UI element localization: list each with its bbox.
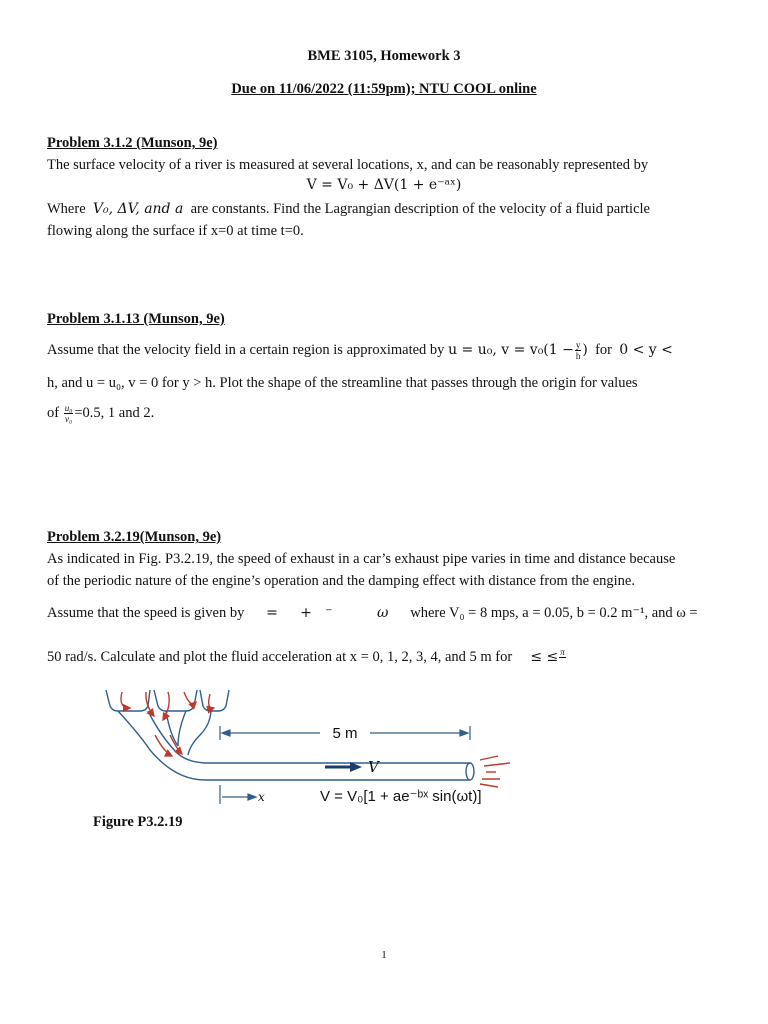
figure-equation: V = V₀[1 + ae⁻ᵇˣ sin(ωt)]	[320, 788, 482, 805]
problem-3-task: 50 rad/s. Calculate and plot the fluid acceleration at x = 0, 1, 2, 3, 4, and 5 m for	[47, 649, 513, 665]
where-word: Where	[47, 201, 86, 217]
of-word: of	[47, 405, 60, 421]
flow-arrows	[121, 692, 214, 756]
problem-2-heading: Problem 3.1.13 (Munson, 9e)	[47, 311, 225, 327]
problem-2-text-2: h, and u = u₀, v = 0 for y > h. Plot the shape of the streamline that passes through the origin for values	[47, 375, 638, 391]
dimension-label: 5 m	[332, 725, 358, 742]
u0-over-v0-fraction: $\frac{\text{u₀}}{\text{v₀}}$	[64, 403, 73, 425]
y-over-h-fraction: $\frac{y}{h}$	[575, 340, 581, 362]
problem-3-text-4	[47, 647, 567, 668]
for-word: for	[595, 342, 612, 358]
x-axis-label: x	[258, 790, 265, 804]
x-axis-marker	[220, 785, 256, 804]
problem-3-text-3	[47, 603, 698, 624]
problem-2-text-3	[47, 403, 154, 424]
velocity-field-eq: u = u₀, v = v₀(1 −	[448, 342, 574, 358]
exhaust-puffs	[480, 756, 510, 787]
problem-1-text-3: flowing along the surface if x=0 at time t=0.	[47, 223, 304, 239]
problem-3-text: As indicated in Fig. P3.2.19, the speed of exhaust in a car’s exhaust pipe varies in time and distance because	[47, 551, 676, 567]
engine-manifold	[106, 690, 229, 780]
speed-equation-fragment: = + ⁻ ω	[266, 605, 389, 621]
given-values: where V₀ = 8 mps, a = 0.05, b = 0.2 m⁻¹, and ω =	[410, 605, 698, 621]
velocity-label: V	[368, 758, 379, 776]
constants: V₀, ΔV, and a	[92, 201, 184, 217]
problem-3-heading: Problem 3.2.19(Munson, 9e)	[47, 529, 222, 545]
exhaust-pipe-figure	[0, 680, 768, 830]
region-condition: 0 < y <	[619, 342, 673, 358]
problem-2-text	[47, 340, 673, 361]
problem-1-rest: are constants. Find the Lagrangian description of the velocity of a fluid particle	[190, 201, 650, 217]
page-number: 1	[381, 949, 387, 961]
ratio-values: =0.5, 1 and 2.	[74, 405, 155, 421]
figure-caption: Figure P3.2.19	[93, 814, 183, 830]
problem-3-intro: Assume that the speed is given by	[47, 605, 245, 621]
problem-3-text-2: of the periodic nature of the engine’s operation and the damping effect with distance from the engine.	[47, 573, 635, 589]
problem-2-intro: Assume that the velocity field in a certain region is approximated by	[47, 342, 445, 358]
problem-1-heading: Problem 3.1.2 (Munson, 9e)	[47, 135, 218, 151]
problem-1-equation: V = V₀ + ΔV(1 + e⁻ᵃˣ)	[306, 177, 462, 193]
problem-1-text: The surface velocity of a river is measured at several locations, x, and can be reasonably represented by	[47, 157, 649, 173]
document-title: BME 3105, Homework 3	[307, 48, 461, 64]
eq-close: )	[582, 342, 588, 358]
due-date: Due on 11/06/2022 (11:59pm); NTU COOL online	[231, 81, 537, 97]
pi-fraction: π	[560, 647, 565, 657]
problem-1-text-2	[47, 199, 650, 220]
time-condition: ≤ ≤	[530, 649, 559, 665]
